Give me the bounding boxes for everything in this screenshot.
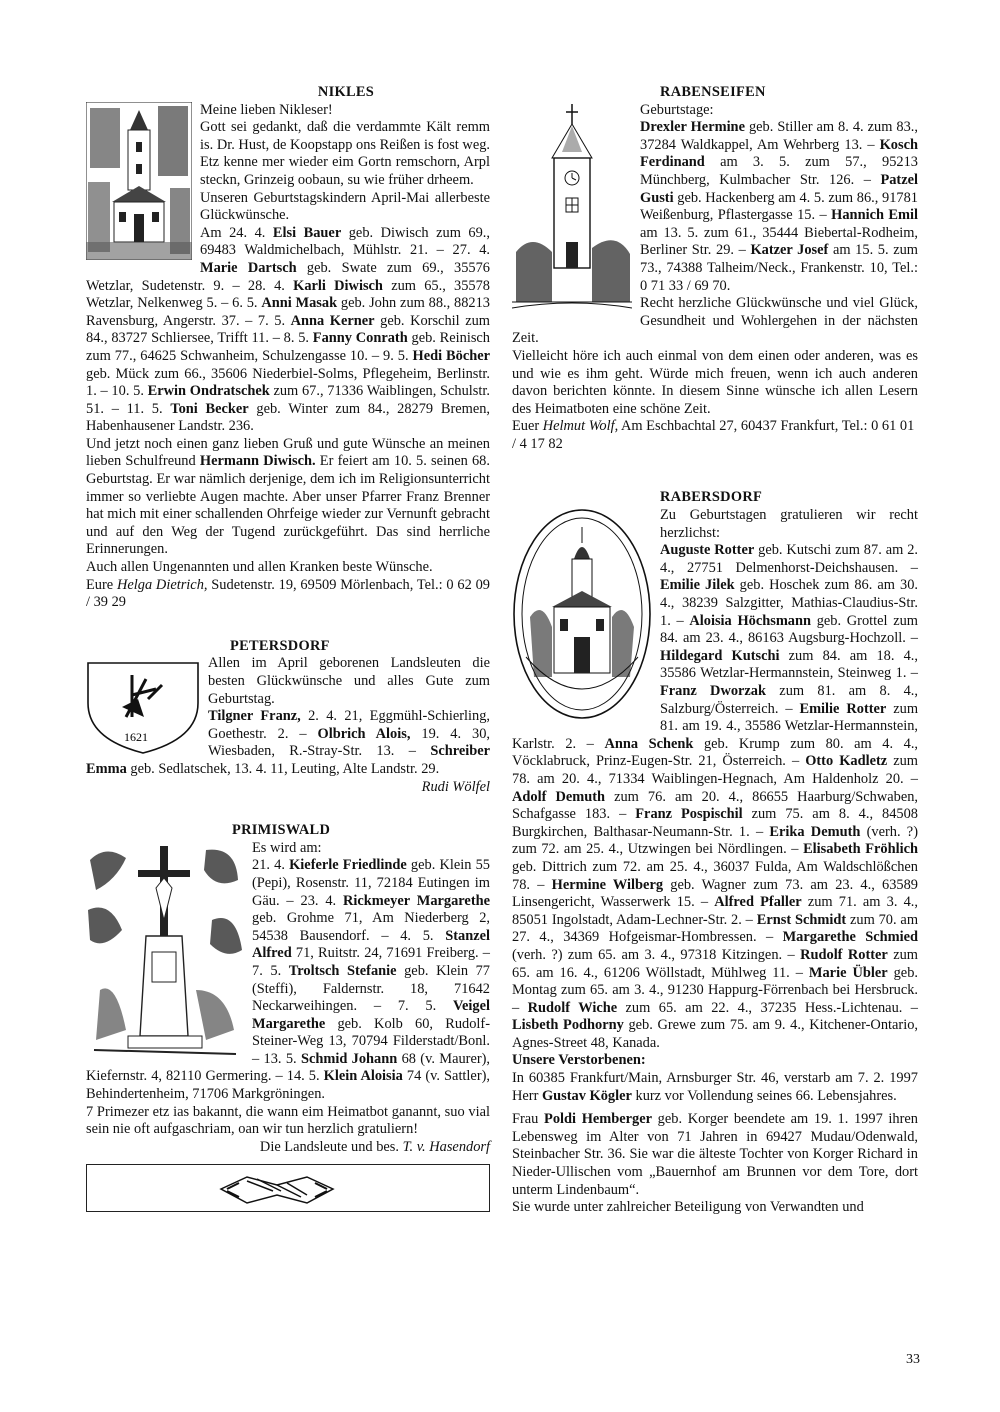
person-name: Hermann Diwisch. (199, 453, 316, 470)
crest-year: 1621 (124, 730, 148, 745)
person-name: Hermine Wilberg (551, 876, 664, 893)
person-name: Marie Übler (808, 964, 888, 981)
primiswald-sig-prefix: Die Landsleute und bes. (259, 1138, 403, 1155)
person-name: Marie Dartsch (200, 259, 297, 276)
primiswald-birthdays: 21. 4. Kieferle Friedlinde geb. Klein 55 (Pepi), Rosenstr. 11, 72184 Eutingen im Gäu. – 23. 4. Rickmeyer Margarethe geb. Grohme 71, Am Niederberg 2, 54538 Bausendorf. – 4. 5. Stanzel Alfred 71, Ruitstr. 24, 71691 Freiberg. – 7. 5. Troltsch Stefanie geb. Klein 77 (Steffi), Faldernstr. 18, 71642 Neckarweihingen. – 7. 5. Veigel Margarethe geb. Kolb 60, Rudolf-Steiner-Weg 13, 70794 Filderstadt/Bonl. – 13. 5. Schmid Johann 68 (v. Maurer), Kiefernstr. 4, 82110 Germering. – 14. 5. Klein Aloisia 74 (v. Sattler), Behindertenheim, 71706 Markgröningen. (86, 857, 491, 1103)
coat-of-arms-icon (86, 659, 200, 755)
person-name: Aloisia Höchsmann (689, 612, 812, 629)
rabenseifen-birthdays: Drexler Hermine geb. Stiller am 8. 4. zum 83., 37284 Waldkappel, Am Wehrberg 13. – Kosch Ferdinand am 3. 5. zum 57., 95213 Münchberg, Kulmbacher Str. 126. – Patzel Gusti geb. Hackenberg am 4. 5. zum 86., 91781 Weißenburg, Pflastergasse 15. – Hannich Emil am 13. 5. zum 61., 35444 Biebertal-Rodheim, Berliner Str. 29. – Katzer Josef am 15. 5. zum 73., 74388 Talheim/Neck., Frankenstr. 10, Tel.: 0 71 33 / 69 70. (640, 119, 918, 294)
petersdorf-signature (86, 779, 490, 797)
nikles-birthdays: Am 24. 4. Elsi Bauer geb. Diwisch zum 69., 69483 Waldmichelbach, Mühlstr. 21. – 27. 4. Marie Dartsch geb. Swate zum 69., 35576 Wetzlar, Sudetenstr. 9. – 28. 4. Karli Diwisch zum 65., 35578 Wetzlar, Nelkenweg 5. – 6. 5. Anni Masak geb. John zum 88., 88213 Ravensburg, Angerstr. 37. – 7. 5. Anna Kerner geb. Korschil zum 84., 83727 Schliersee, Trifft 11. – 8. 5. Fanny Conrath geb. Reinisch zum 77., 64625 Schwanheim, Schulzengasse 10. – 9. 5. Hedi Böcher geb. Mück zum 66., 35606 Niederbiel-Solms, Pflegeheim, Berlinstr. 1. – 10. 5. Erwin Ondratschek zum 67., 71336 Waiblingen, Schulstr. 51. – 11. 5. Toni Becker geb. Winter zum 84., 28279 Bremen, Habenhausener Landstr. 236. (86, 224, 491, 435)
handshake-icon (217, 1169, 337, 1209)
person-name: Tilgner Franz, (208, 708, 301, 725)
nikles-greeting: Meine lieben Nikleser! (200, 101, 333, 118)
person-name: Rudolf Rotter (800, 946, 888, 963)
page-number: 33 (906, 1352, 920, 1367)
nikles-wishes: Auch allen Ungenannten und allen Kranken beste Wünsche. (86, 559, 433, 576)
person-name: Alfred Pfaller (714, 894, 802, 911)
person-name: Erika Demuth (769, 823, 861, 840)
nikles-section (86, 84, 490, 612)
rab-sig-prefix: Euer (512, 418, 543, 435)
person-name: Karli Diwisch (293, 277, 383, 294)
sig-name: Helga Dietrich, (116, 576, 208, 593)
primiswald-signature (86, 1139, 490, 1157)
person-name: Rudolf Wiche (527, 999, 618, 1016)
person-name: Drexler Hermine (640, 119, 745, 136)
person-name: Katzer Josef (750, 242, 829, 259)
primiswald-section (86, 822, 490, 1156)
person-name: Olbrich Alois, (317, 725, 411, 742)
primiswald-sig-name: T. v. Hasendorf (402, 1138, 490, 1155)
deceased-section (512, 1052, 918, 1216)
person-name: Schreiber Emma (86, 743, 490, 777)
primiswald-intro: Es wird am: (252, 839, 322, 856)
deceased-entry-3: Sie wurde unter zahlreicher Beteiligung von Verwandten und (512, 1199, 864, 1216)
person-name: Patzel Gusti (640, 171, 918, 206)
person-name: Adolf Demuth (512, 788, 606, 805)
rabersdorf-section (512, 489, 918, 1052)
petersdorf-intro: Allen im April geborenen Landsleuten die besten Glückwünsche und alles Gute zum Geburtstag. (208, 655, 490, 707)
person-name: Hannich Emil (831, 207, 918, 224)
person-name: Elsi Bauer (272, 224, 342, 241)
person-name: Anni Masak (261, 295, 338, 312)
person-name: Emilie Jilek (660, 577, 735, 594)
nikles-signature (86, 577, 490, 612)
rabersdorf-oval-image (512, 507, 652, 721)
person-name: Rickmeyer Margarethe (343, 892, 490, 909)
deceased-entry-2: Frau Poldi Hemberger geb. Korger beendete am 19. 1. 1997 ihren Lebensweg im Alter von 71 Jahren in 69427 Mudau/Odenwald, Steinbacher Str. 36. Sie war die älteste Tochter von Korger Richard in Nieder-Ullischen vom „Bauernhof am Brunnen vor dem Tore, dort unterm Lindenbaum“. (512, 1111, 918, 1198)
primiswald-cross-image (86, 840, 244, 1062)
nikles-personal-note: Und jetzt noch einen ganz lieben Gruß und gute Wünsche an meinen lieben Schulfreund Hermann Diwisch. Er feiert am 10. 5. seinen 68. Geburtstag. Er war nämlich derjenige, dem ich im Religionsunterricht immer so verliebte Augen machte. Aber unser Pfarrer Franz Brenner hat mich mit einer schallenden Ohrfeige wieder zur Vernunft gebracht und auf den Weg der Tugend zurückgeführt. Das sind herrliche Erinnerungen. (86, 435, 490, 558)
person-name: Hedi Böcher (412, 347, 491, 364)
person-name: Schmid Johann (300, 1050, 398, 1067)
wayside-cross-icon (86, 840, 244, 1062)
chapel-illustration-icon (86, 102, 192, 260)
person-name: Ernst Schmidt (756, 911, 847, 928)
rabersdorf-intro: Zu Geburtstagen gratulieren wir recht herzlichst: (660, 507, 918, 541)
petersdorf-sig-name: Rudi Wölfel (421, 778, 490, 795)
person-name: Gustav Kögler (541, 1087, 632, 1104)
nikles-church-image (86, 102, 192, 260)
person-name: Elisabeth Fröhlich (803, 841, 918, 858)
petersdorf-heading: PETERSDORF (230, 637, 330, 654)
chapel-oval-icon (512, 507, 652, 721)
church-tower-icon (512, 102, 632, 316)
left-column (86, 84, 490, 1212)
person-name: Emilie Rotter (799, 700, 887, 717)
sig-prefix: Eure (86, 576, 117, 593)
person-name: Poldi Hemberger (544, 1111, 653, 1128)
person-name: Margarethe Schmied (782, 929, 919, 946)
rabersdorf-birthdays: Auguste Rotter geb. Kutschi zum 87. am 2. 4., 27751 Delmenhorst-Deichshausen. – Emilie Jilek geb. Hoschek zum 86. am 30. 4., 38239 Salzgitter, Mathias-Claudius-Str. 1. – Aloisia Höchsmann geb. Grottel zum 84. am 23. 4., 86163 Augsburg-Hochzoll. – Hildegard Kutschi zum 84. am 18. 4., 35586 Wetzlar-Hermannstein, Steinweg 1. – Franz Dworzak zum 81. am 8. 4., Salzburg/Österreich. – Emilie Rotter zum 81. am 19. 4., 35586 Wetzlar-Hermannstein, Karlstr. 2. – Anna Schenk geb. Krump zum 80. am 4. 4., Vöcklabruck, Prinz-Eugen-Str. 21, Österreich. – Otto Kadletz zum 78. am 20. 4., 71334 Waiblingen-Hegnach, Am Haldenholz 20. – Adolf Demuth zum 76. am 20. 4., 86655 Haarburg/Schwaben, Schafgasse 183. – Franz Pospischil zum 75. am 8. 4., 84508 Burgkirchen, Balthasar-Neumann-Str. 1. – Erika Demuth (verh. ?) zum 72. am 25. 4., Utzwingen bei Nördlingen. – Elisabeth Fröhlich geb. Dittrich zum 72. am 25. 4., 36037 Fulda, Am Waldschlößchen 78. – Hermine Wilberg geb. Wagner zum 73. am 23. 4., 63589 Linsengericht, Wasserwerk 15. – Alfred Pfaller zum 71. am 3. 4., 85051 Ingolstadt, Adam-Lechner-Str. 2. – Ernst Schmidt zum 70. am 27. 4., 34369 Hofgeismar-Hombressen. – Margarethe Schmied (verh. ?) zum 65. am 3. 4., 97318 Kitzingen. – Rudolf Rotter zum 65. am 16. 4., 61206 Wöllstadt, Mühlweg 11. – Marie Übler geb. Montag zum 65. am 3. 4., 91230 Happurg-Förrenbach bei Hersbruck. – Rudolf Wiche zum 65. am 22. 4., 37235 Hess.-Lichtenau. – Lisbeth Podhorny geb. Grewe zum 75. am 9. 4., Kitchener-Ontario, Agnes-Street 48, Kanada. (512, 542, 919, 1051)
rabenseifen-intro: Geburtstage: (640, 101, 714, 118)
person-name: Franz Dworzak (660, 683, 767, 699)
primiswald-heading: PRIMISWALD (232, 822, 331, 839)
person-name: Franz Pospischil (635, 806, 743, 823)
sig-address: Sudetenstr. 19, 69509 Mörlenbach, Tel.: 0 62 09 / 39 29 (86, 576, 490, 611)
petersdorf-crest (86, 659, 200, 755)
rabenseifen-church-image (512, 102, 632, 316)
deceased-heading: Unsere Verstorbenen: (512, 1052, 646, 1069)
person-name: Kosch Ferdinand (640, 136, 918, 171)
person-name: Toni Becker (170, 400, 249, 417)
rab-sig-address: Am Eschbachtal 27, 60437 Frankfurt, Tel.: 0 61 01 / 4 17 82 (512, 418, 915, 452)
rabenseifen-section (512, 84, 918, 453)
rab-sig-name: Helmut Wolf, (542, 418, 619, 435)
primiswald-poem: 7 Primezer etz ias bakannt, die wann eim Heimatbot ganannt, suo vial sein nie oft aufgaschriam, oan wir tun herzlich gratuliern! (86, 1103, 490, 1138)
right-column (512, 84, 918, 1217)
person-name: Fanny Conrath (312, 330, 408, 347)
person-name: Troltsch Stefanie (288, 962, 397, 979)
person-name: Veigel Margarethe (252, 998, 490, 1032)
person-name: Otto Kadletz (805, 753, 888, 770)
nikles-dialect-text: Gott sei gedankt, daß die verdammte Kält remm is. Dr. Hust, de Koopstapp ons Reißen is fost weg. Etz kenne mer wieder eim Gortn remschorn, Arpl steckn, Grinzeig oobaun, su wie früher drheem. (200, 119, 490, 188)
person-name: Erwin Ondratschek (147, 383, 270, 400)
nikles-intro: Unseren Geburtstagskindern April-Mai allerbeste Glückwünsche. (200, 189, 490, 224)
petersdorf-birthdays: Tilgner Franz, 2. 4. 21, Eggmühl-Schierling, Goethestr. 2. – Olbrich Alois, 19. 4. 30, Wiesbaden, R.-Stray-Str. 13. – Schreiber Emma geb. Sedlatschek, 13. 4. 11, Leuting, Alte Landstr. 29. (86, 708, 491, 777)
handshake-frame (86, 1164, 490, 1212)
person-name: Auguste Rotter (660, 542, 755, 559)
rabersdorf-heading: RABERSDORF (660, 489, 763, 506)
rabenseifen-heading: RABENSEIFEN (660, 84, 766, 100)
petersdorf-section (86, 638, 490, 796)
person-name: Anna Schenk (604, 735, 694, 752)
person-name: Kieferle Friedlinde (289, 857, 407, 874)
person-name: Anna Kerner (290, 312, 375, 329)
person-name: Hildegard Kutschi (660, 647, 780, 664)
rabenseifen-signature (512, 418, 918, 453)
person-name: Stanzel Alfred (252, 927, 490, 962)
rabenseifen-message: Vielleicht höre ich auch einmal von dem einen oder anderen, was es und wie es ihm geht. Würde mich freuen, wenn ich auch anderen davon berichten könnte. In diesem Sinne wünsche ich allen Lesern des Heimatboten eine schöne Zeit. (512, 347, 918, 417)
person-name: Klein Aloisia (323, 1068, 403, 1085)
person-name: Lisbeth Podhorny (512, 1017, 624, 1034)
deceased-entry-1: In 60385 Frankfurt/Main, Arnsburger Str. 46, verstarb am 7. 2. 1997 Herr Gustav Kögler kurz vor Vollendung seines 66. Lebensjahres. (512, 1070, 918, 1104)
nikles-heading: NIKLES (317, 84, 375, 100)
rabenseifen-wishes: Recht herzliche Glückwünsche und viel Glück, Gesundheit und Wohlergehen in der nächsten Zeit. (512, 295, 918, 347)
